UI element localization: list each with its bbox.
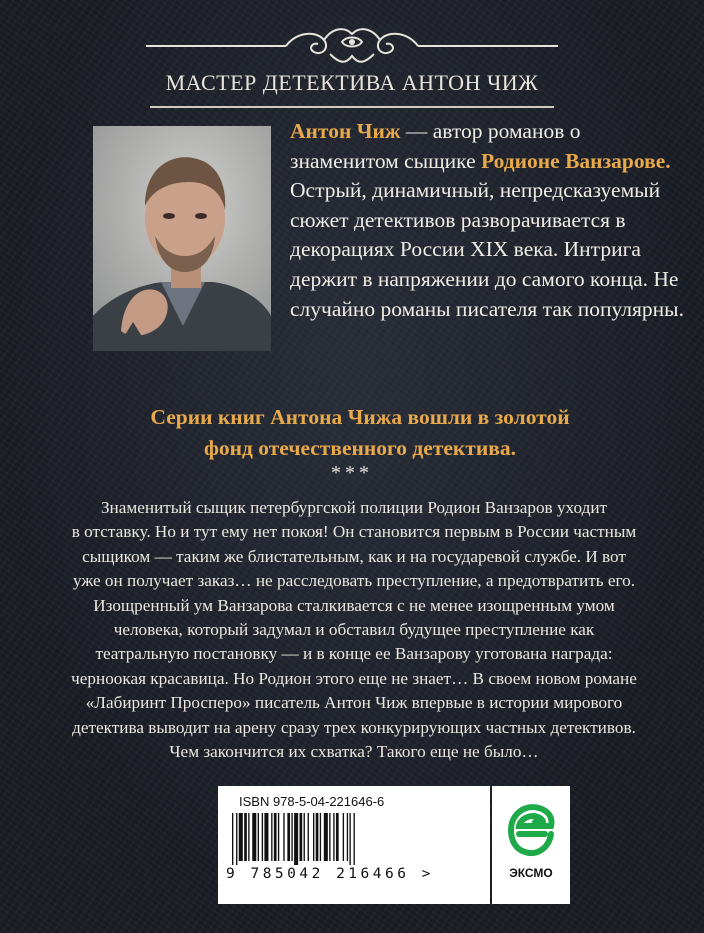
golden-fund-statement [60, 402, 660, 464]
annotation-line: Знаменитый сыщик петербургской полиции Родион Ванзаров уходит [100, 498, 608, 517]
barcode-icon [232, 813, 476, 865]
publisher-logo-panel [492, 786, 570, 904]
annotation-line: Чем закончится их схватка? Такого еще не было… [169, 742, 539, 762]
annotation-line: человека, который задумал и обставил будущее преступление как [113, 620, 595, 640]
annotation-line: детектива выводит на арену сразу трех конкурирующих частных детективов. [72, 717, 636, 737]
title-rule [150, 106, 554, 108]
isbn-label: ISBN 978-5-04-221646-6 [239, 794, 385, 809]
golden-line-1: Серии книг Антона Чижа вошли в золотой [150, 405, 570, 429]
annotation-line: сыщиком — таким же блистательным, как и на государевой службе. И вот [82, 546, 626, 566]
hero-name: Родионе Ванзарове. [481, 148, 671, 173]
barcode-digits: 9 785042 216466 > [226, 866, 434, 882]
bio-text-part-2: Острый, динамичный, непредсказуемый сюжет детективов разворачивается в декорациях России XIX века. Интрига держит в напряжении до самого конца. Не случайно романы писателя так популярны. [290, 178, 684, 321]
author-name: Антон Чиж [290, 119, 401, 143]
separator-asterisks: *** [331, 462, 373, 484]
annotation-line: театральную постановку — и в конце ее Ванзарову уготована награда: [95, 644, 613, 664]
book-annotation [52, 496, 656, 764]
annotation-line: «Лабиринт Просперо» писатель Антон Чиж впервые в истории мирового [85, 693, 623, 713]
ornament-divider-icon [146, 24, 558, 68]
publisher-name: ЭКСМО [509, 866, 553, 880]
eksmo-logo-icon [505, 800, 557, 858]
series-title: МАСТЕР ДЕТЕКТИВА АНТОН ЧИЖ [165, 70, 539, 95]
isbn-barcode-panel [218, 786, 490, 904]
author-photo [93, 126, 271, 351]
annotation-line: уже он получает заказ… не расследовать преступление, а предотвратить его. [72, 571, 636, 591]
annotation-line: в отставку. Но и тут ему нет покоя! Он становится первым в России частным [71, 522, 637, 542]
golden-line-2: фонд отечественного детектива. [204, 436, 516, 460]
author-bio [290, 117, 690, 324]
annotation-line: черноокая красавица. Но Родион этого еще не знает… В своем новом романе [71, 668, 637, 688]
annotation-line: Изощренный ум Ванзарова сталкивается с не менее изощренным умом [93, 595, 615, 615]
bio-text-part-1: — автор романов о знаменитом сыщике [290, 119, 581, 173]
